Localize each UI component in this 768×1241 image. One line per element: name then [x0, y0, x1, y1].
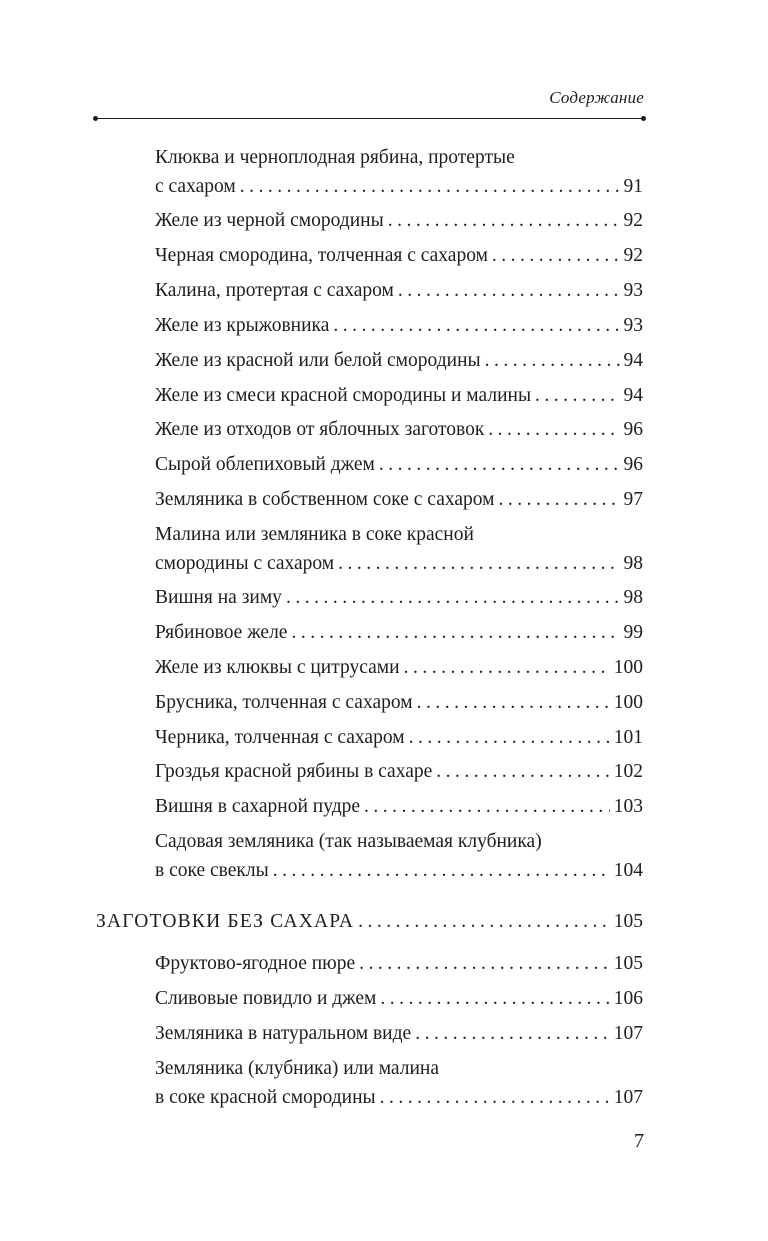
toc-entry-page: 98 [623, 553, 643, 574]
toc-entry-page: 100 [613, 657, 643, 678]
dot-leader [436, 757, 609, 786]
toc-entry-title: Фруктово-ягодное пюре [155, 953, 356, 974]
dot-leader [291, 618, 619, 647]
page-number: 7 [634, 1130, 644, 1152]
dot-leader [380, 1083, 610, 1112]
toc-entry-title: с сахаром [155, 176, 236, 197]
toc-entry-title-line1: Малина или земляника в соке красной [155, 524, 474, 545]
toc-section [96, 907, 643, 936]
toc-entry-page: 104 [613, 860, 643, 881]
toc-entry-title: в соке красной смородины [155, 1087, 376, 1108]
toc-entry-title: Желе из смеси красной смородины и малины [155, 385, 532, 406]
dot-leader [240, 172, 620, 201]
toc-entry-title: Черная смородина, толченная с сахаром [155, 245, 488, 266]
toc-entry-title: смородины с сахаром [155, 553, 335, 574]
toc-entry-title: Гроздья красной рябины в сахаре [155, 761, 433, 782]
toc-entry-page: 101 [613, 727, 643, 748]
toc-entry-page: 91 [623, 176, 643, 197]
toc-entry [155, 381, 643, 410]
dot-leader [358, 907, 610, 936]
toc-entry [155, 276, 643, 305]
dot-leader [485, 346, 620, 375]
toc-entry [155, 653, 643, 682]
toc-entry [155, 827, 643, 885]
dot-leader [415, 1019, 610, 1048]
toc-entry-title: в соке свеклы [155, 860, 269, 881]
toc-entry-page: 102 [613, 761, 643, 782]
dot-leader [488, 415, 619, 444]
toc-entry-title: Брусника, толченная с сахаром [155, 692, 413, 713]
toc-entry-title: Вишня в сахарной пудре [155, 796, 361, 817]
header-rule [96, 118, 643, 119]
toc-entry-page: 96 [623, 419, 643, 440]
dot-leader [492, 241, 620, 270]
toc-entry-page: 105 [613, 953, 643, 974]
toc-entry-title: Земляника в собственном соке с сахаром [155, 489, 495, 510]
toc-entry-page: 103 [613, 796, 643, 817]
toc-entry-page: 94 [623, 385, 643, 406]
toc-entry [155, 346, 643, 375]
dot-leader [380, 984, 609, 1013]
toc-entry [155, 206, 643, 235]
dot-leader [417, 688, 610, 717]
toc-entry [155, 723, 643, 752]
dot-leader [398, 276, 620, 305]
toc-entry-title: Желе из крыжовника [155, 315, 330, 336]
toc-entry-title: Желе из красной или белой смородины [155, 350, 481, 371]
toc-entry [155, 583, 643, 612]
toc-entry [155, 1019, 643, 1048]
toc-entry [155, 520, 643, 578]
dot-leader [535, 381, 619, 410]
toc-entry [155, 311, 643, 340]
dot-leader [379, 450, 620, 479]
toc-entry-title: Желе из клюквы с цитрусами [155, 657, 400, 678]
dot-leader [404, 653, 610, 682]
dot-leader [498, 485, 619, 514]
toc-entry-page: 106 [613, 988, 643, 1009]
toc-entry [155, 688, 643, 717]
toc-entry [155, 618, 643, 647]
header-title: Содержание [549, 88, 644, 107]
toc-entry-title: Земляника в натуральном виде [155, 1023, 412, 1044]
toc-entry-title-line1: Земляника (клубника) или малина [155, 1058, 439, 1079]
toc-entry-page: 96 [623, 454, 643, 475]
dot-leader [409, 723, 610, 752]
toc-entry [155, 757, 643, 786]
toc-entry [155, 1054, 643, 1112]
toc-entry-page: 107 [613, 1023, 643, 1044]
dot-leader [273, 856, 610, 885]
toc-entry-page: 107 [613, 1087, 643, 1108]
dot-leader [338, 549, 619, 578]
toc-entry [155, 485, 643, 514]
toc-entry-page: 92 [623, 245, 643, 266]
toc-entry-page: 98 [623, 587, 643, 608]
dot-leader [364, 792, 610, 821]
toc-entry-title: Рябиновое желе [155, 622, 288, 643]
dot-leader [359, 949, 610, 978]
toc-entry-page: 100 [613, 692, 643, 713]
toc-entry [155, 792, 643, 821]
toc-section-page: 105 [613, 911, 643, 932]
toc-entry-title: Калина, протертая с сахаром [155, 280, 394, 301]
toc-entry-page: 93 [623, 280, 643, 301]
toc-entry-title: Черника, толченная с сахаром [155, 727, 405, 748]
toc-entry-title: Желе из черной смородины [155, 210, 384, 231]
toc-entry-page: 92 [623, 210, 643, 231]
dot-leader [388, 206, 620, 235]
toc-entry-page: 97 [623, 489, 643, 510]
toc-entry [155, 984, 643, 1013]
dot-leader [286, 583, 620, 612]
toc-entry-page: 94 [623, 350, 643, 371]
toc-entry-title: Желе из отходов от яблочных заготовок [155, 419, 485, 440]
toc-entry [155, 450, 643, 479]
toc-entry-title-line1: Садовая земляника (так называемая клубника) [155, 831, 542, 852]
toc-entry-title: Сырой облепиховый джем [155, 454, 375, 475]
toc-section-title: ЗАГОТОВКИ БЕЗ САХАРА [96, 911, 355, 932]
toc-entry-page: 93 [623, 315, 643, 336]
toc-entry-title: Сливовые повидло и джем [155, 988, 377, 1009]
toc-entry-title: Вишня на зиму [155, 587, 282, 608]
toc-entry [155, 949, 643, 978]
toc-entry [155, 241, 643, 270]
toc-entry [155, 143, 643, 201]
toc-entry [155, 415, 643, 444]
dot-leader [333, 311, 619, 340]
toc-entry-page: 99 [623, 622, 643, 643]
toc-entry-title-line1: Клюква и черноплодная рябина, протертые [155, 147, 515, 168]
